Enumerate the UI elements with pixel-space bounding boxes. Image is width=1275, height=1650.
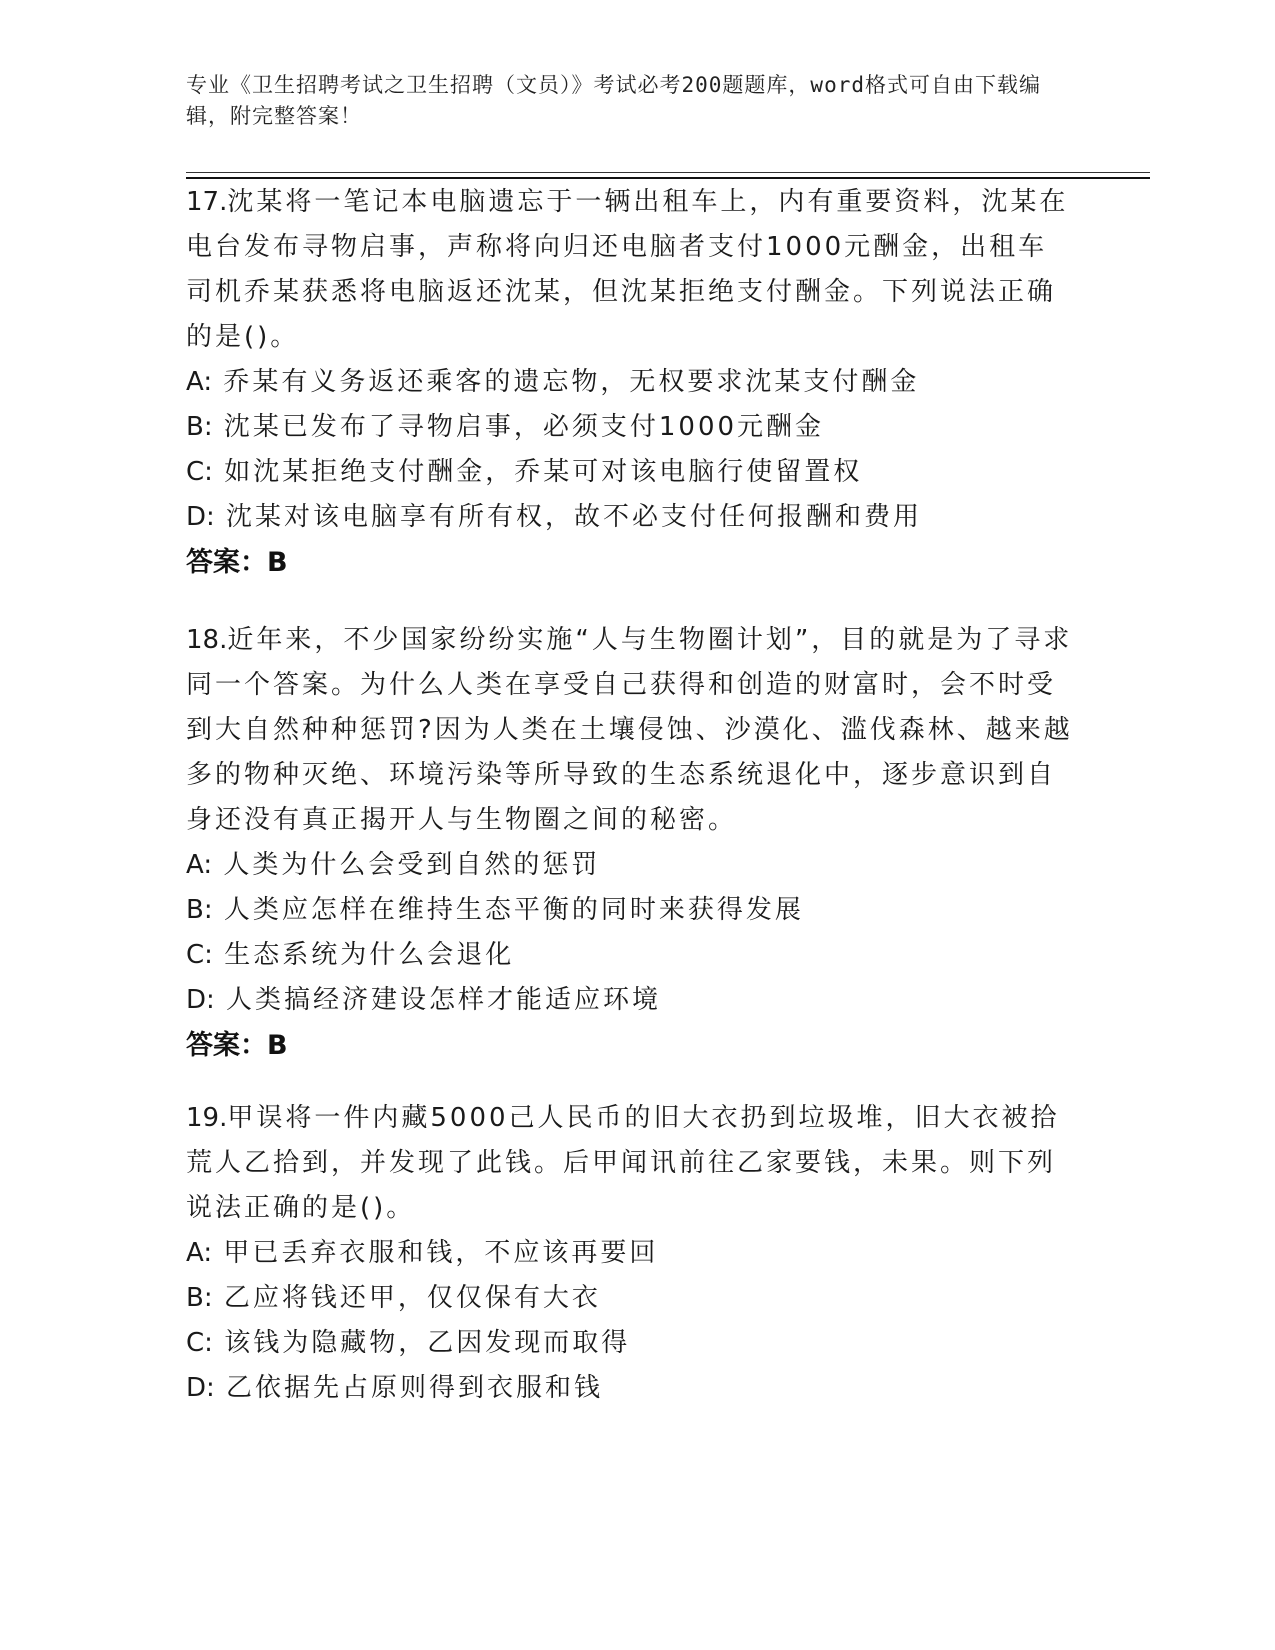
option-b: B: 人类应怎样在维持生态平衡的同时来获得发展 [186,895,804,925]
question-number: 18. [186,625,228,655]
document-header: 专业《卫生招聘考试之卫生招聘（文员）》考试必考200题题库，word格式可自由下载编辑，附完整答案！ [186,73,1041,128]
option-b: B: 沈某已发布了寻物启事，必须支付1000元酬金 [186,412,825,442]
answer-line: 答案：B [186,547,288,578]
question-number: 17. [186,187,228,217]
header-rule-thin [186,172,1150,173]
question-18 [186,618,1076,1068]
question-text: 甲误将一件内藏5000己人民币的旧大衣扔到垃圾堆，旧大衣被拾荒人乙拾到，并发现了此钱。后甲闻讯前往乙家要钱，未果。则下列说法正确的是()。 [186,1103,1060,1223]
question-stem [186,180,1076,360]
question-number: 19. [186,1103,228,1133]
option-d: D: 人类搞经济建设怎样才能适应环境 [186,985,662,1015]
question-stem [186,1096,1076,1231]
question-text: 近年来，不少国家纷纷实施“人与生物圈计划”，目的就是为了寻求同一个答案。为什么人类在享受自己获得和创造的财富时，会不时受到大自然种种惩罚?因为人类在土壤侵蚀、沙漠化、滥伐森林、越来越多的物种灭绝、环境污染等所导致的生态系统退化中，逐步意识到自身还没有真正揭开人与生物圈之间的秘密。 [186,625,1073,835]
option-c: C: 如沈某拒绝支付酬金，乔某可对该电脑行使留置权 [186,457,863,487]
option-c: C: 该钱为隐藏物，乙因发现而取得 [186,1328,631,1358]
answer-line: 答案：B [186,1030,288,1061]
question-text: 沈某将一笔记本电脑遗忘于一辆出租车上，内有重要资料，沈某在电台发布寻物启事，声称将向归还电脑者支付1000元酬金，出租车司机乔某获悉将电脑返还沈某，但沈某拒绝支付酬金。下列说法正确的是()。 [186,187,1069,352]
option-c: C: 生态系统为什么会退化 [186,940,515,970]
option-a: A: 乔某有义务返还乘客的遗忘物，无权要求沈某支付酬金 [186,367,920,397]
header-rule-thick [186,177,1150,179]
option-a: A: 甲已丢弃衣服和钱，不应该再要回 [186,1238,659,1268]
option-d: D: 乙依据先占原则得到衣服和钱 [186,1373,604,1403]
option-b: B: 乙应将钱还甲，仅仅保有大衣 [186,1283,601,1313]
question-stem [186,618,1076,843]
option-a: A: 人类为什么会受到自然的惩罚 [186,850,601,880]
question-17 [186,180,1076,585]
question-19 [186,1096,1076,1411]
option-d: D: 沈某对该电脑享有所有权，故不必支付任何报酬和费用 [186,502,923,532]
